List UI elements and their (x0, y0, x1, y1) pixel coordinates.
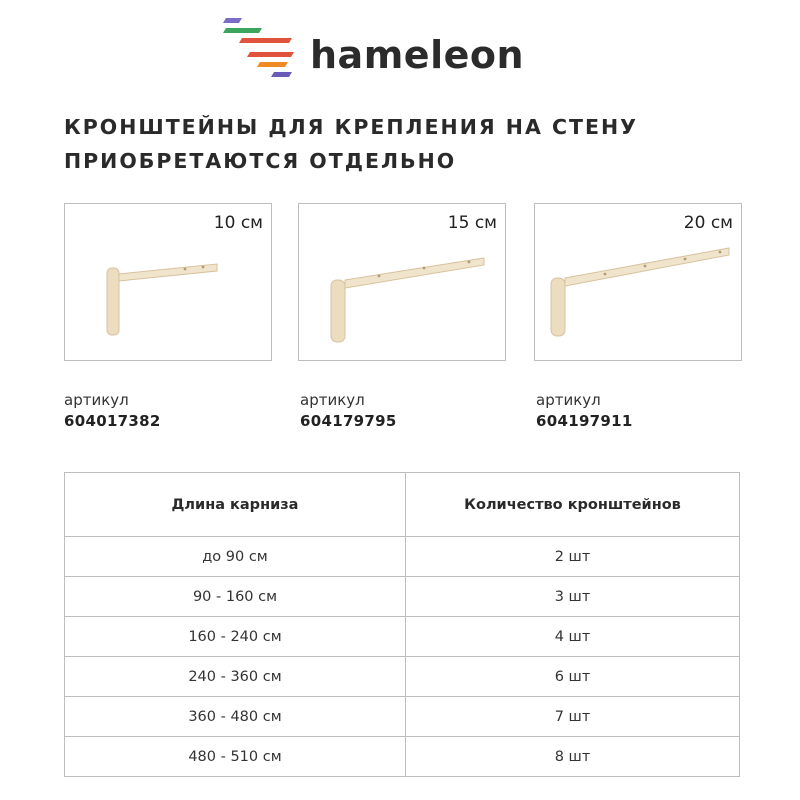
headline-line-2: ПРИОБРЕТАЮТСЯ ОТДЕЛЬНО (64, 149, 457, 173)
article-label: артикул (64, 391, 129, 409)
bracket-count-cell: 8 шт (406, 737, 740, 777)
article-label: артикул (300, 391, 365, 409)
table-row (65, 577, 740, 617)
article-number: 604197911 (536, 412, 633, 430)
product-card-15cm (298, 203, 506, 361)
cornice-length-cell: 90 - 160 см (65, 577, 406, 617)
cornice-length-cell: 160 - 240 см (65, 617, 406, 657)
cornice-length-cell: 360 - 480 см (65, 697, 406, 737)
product-card-20cm (534, 203, 742, 361)
article-label: артикул (536, 391, 601, 409)
table-row (65, 537, 740, 577)
cornice-length-cell: 480 - 510 см (65, 737, 406, 777)
bracket-count-cell: 3 шт (406, 577, 740, 617)
size-label: 10 см (213, 213, 263, 233)
table-row (65, 697, 740, 737)
article-number: 604017382 (64, 412, 161, 430)
bracket-count-cell: 7 шт (406, 697, 740, 737)
logo-stripes-icon (222, 16, 302, 86)
table-header-row (65, 473, 740, 537)
article-block-3 (536, 390, 633, 432)
table-row (65, 657, 740, 697)
header-bracket-count: Количество кронштейнов (406, 473, 740, 537)
bracket-count-cell: 2 шт (406, 537, 740, 577)
header-cornice-length: Длина карниза (65, 473, 406, 537)
table-row (65, 617, 740, 657)
cornice-length-cell: до 90 см (65, 537, 406, 577)
table-row (65, 737, 740, 777)
article-block-2 (300, 390, 397, 432)
bracket-count-cell: 4 шт (406, 617, 740, 657)
size-label: 15 см (447, 213, 497, 233)
article-number: 604179795 (300, 412, 397, 430)
cornice-length-cell: 240 - 360 см (65, 657, 406, 697)
headline (64, 110, 744, 178)
product-card-10cm (64, 203, 272, 361)
brand-logo (222, 16, 542, 86)
article-block-1 (64, 390, 161, 432)
bracket-count-cell: 6 шт (406, 657, 740, 697)
bracket-count-table (64, 472, 740, 777)
headline-line-1: КРОНШТЕЙНЫ ДЛЯ КРЕПЛЕНИЯ НА СТЕНУ (64, 115, 638, 139)
size-label: 20 см (683, 213, 733, 233)
brand-name: hameleon (310, 33, 525, 77)
